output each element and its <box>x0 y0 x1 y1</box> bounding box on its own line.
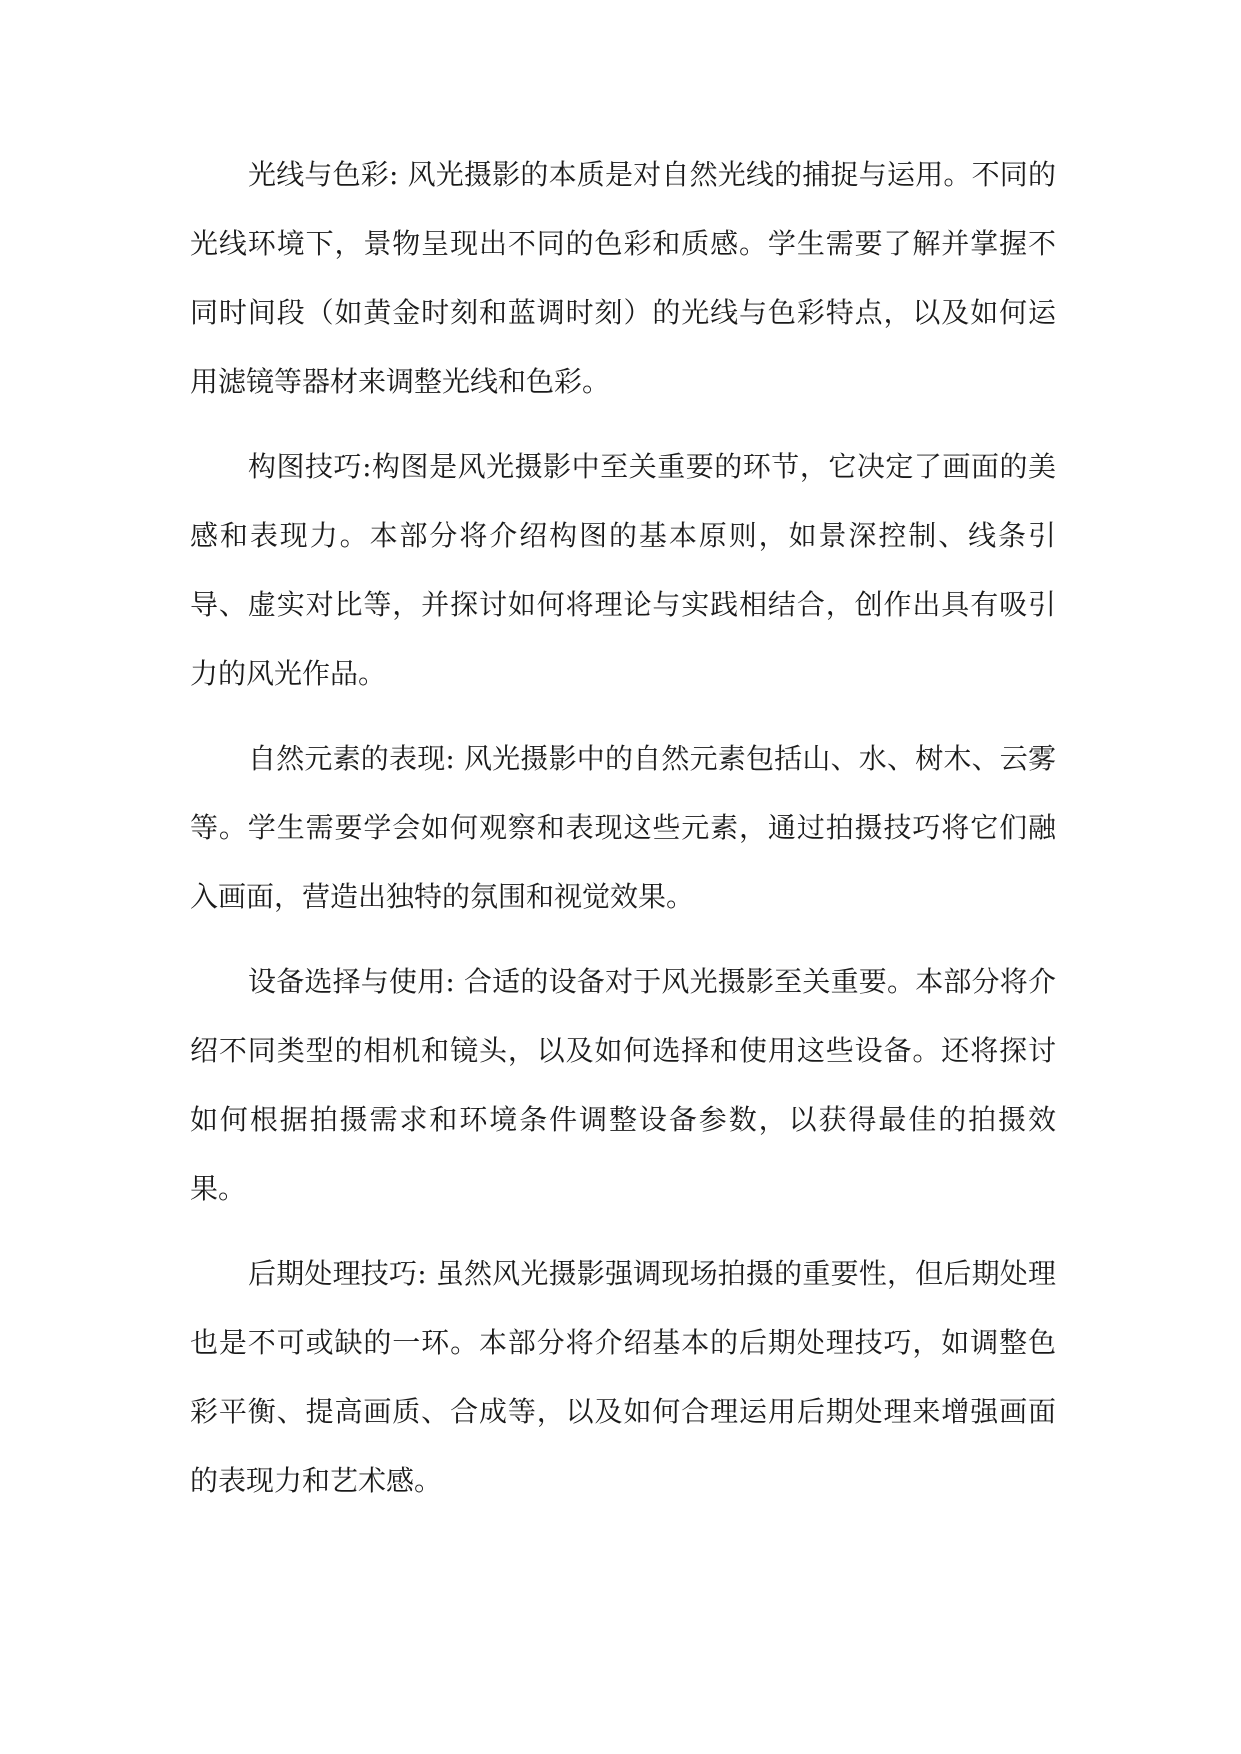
paragraph-natural-elements <box>190 724 1056 931</box>
paragraph-term: 自然元素的表现: <box>248 742 455 775</box>
paragraph-post-processing <box>190 1239 1056 1515</box>
paragraph-text: 构图是风光摄影中至关重要的环节，它决定了画面的美感和表现力。本部分将介绍构图的基本原则，如景深控制、线条引导、虚实对比等，并探讨如何将理论与实践相结合，创作出具有吸引力的风光作品。 <box>190 450 1056 690</box>
paragraph-term: 后期处理技巧: <box>248 1257 427 1290</box>
paragraph-text: 风光摄影的本质是对自然光线的捕捉与运用。不同的光线环境下，景物呈现出不同的色彩和质感。学生需要了解并掌握不同时间段（如黄金时刻和蓝调时刻）的光线与色彩特点，以及如何运用滤镜等器材来调整光线和色彩。 <box>190 158 1056 398</box>
document-body <box>190 140 1056 1531</box>
paragraph-term: 构图技巧: <box>248 450 372 483</box>
paragraph-text: 合适的设备对于风光摄影至关重要。本部分将介绍不同类型的相机和镜头，以及如何选择和使用这些设备。还将探讨如何根据拍摄需求和环境条件调整设备参数，以获得最佳的拍摄效果。 <box>190 965 1057 1205</box>
paragraph-text: 虽然风光摄影强调现场拍摄的重要性，但后期处理也是不可或缺的一环。本部分将介绍基本的后期处理技巧，如调整色彩平衡、提高画质、合成等，以及如何合理运用后期处理来增强画面的表现力和艺术感。 <box>190 1257 1056 1497</box>
paragraph-text: 风光摄影中的自然元素包括山、水、树木、云雾等。学生需要学会如何观察和表现这些元素，通过拍摄技巧将它们融入画面，营造出独特的氛围和视觉效果。 <box>190 742 1057 913</box>
paragraph-composition <box>190 432 1056 708</box>
paragraph-term: 设备选择与使用: <box>248 965 455 998</box>
paragraph-term: 光线与色彩: <box>248 158 399 191</box>
paragraph-equipment <box>190 947 1056 1223</box>
paragraph-light-and-color <box>190 140 1056 416</box>
